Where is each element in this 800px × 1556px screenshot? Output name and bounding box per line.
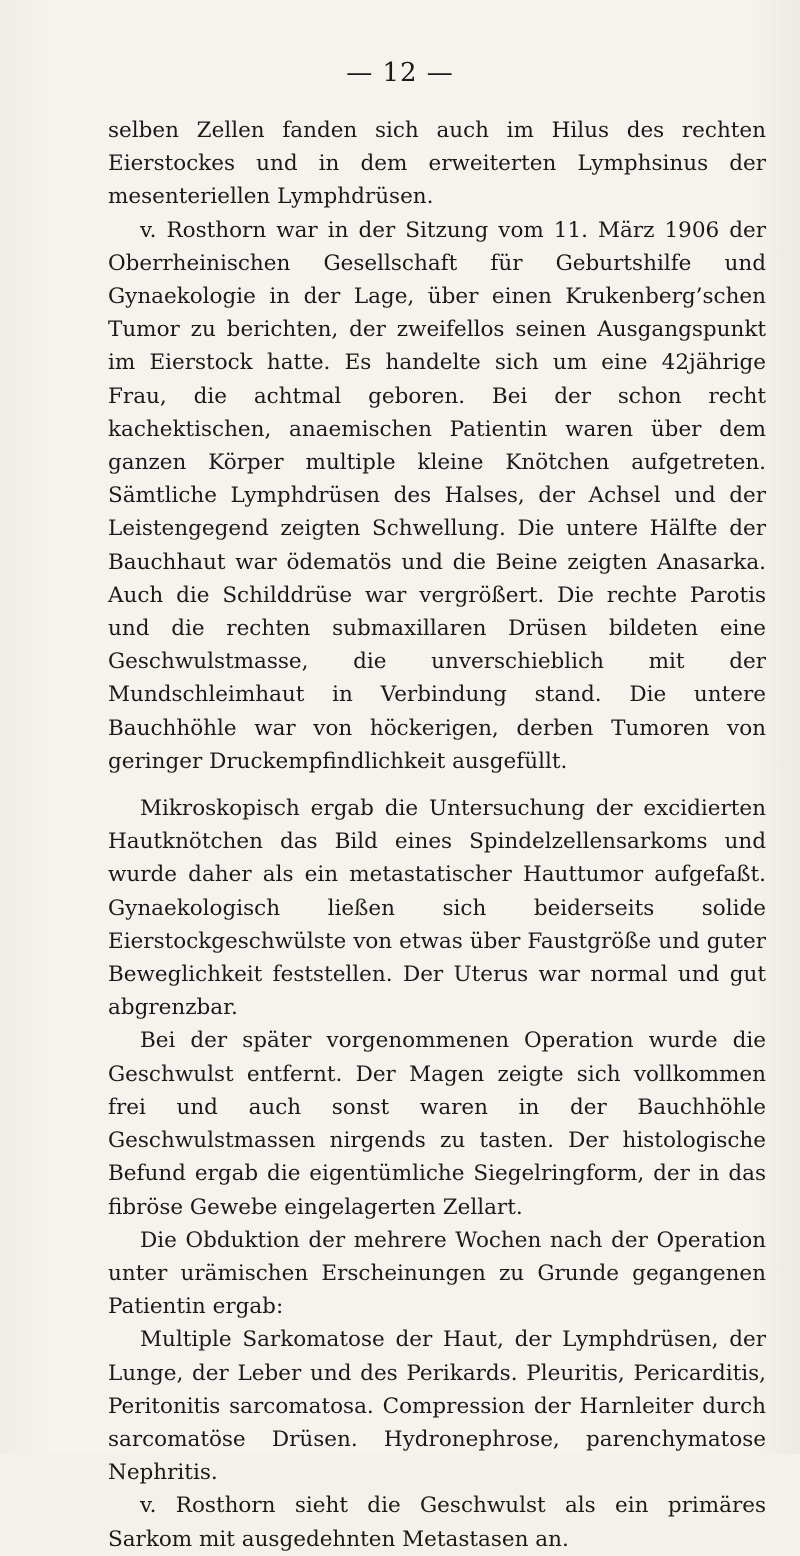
paragraph-1: selben Zellen fanden sich auch im Hilus des rechten Eierstockes und in dem erweiterten Lymphsinus der mesenteriellen Lymphdrüsen.	[108, 118, 766, 210]
paragraph-2: v. Rosthorn war in der Sitzung vom 11. März 1906 der Oberrheinischen Gesellschaft für Geburtshilfe und Gynaekologie in der Lage, über einen Krukenberg’schen Tumor zu berichten, der zweifellos seinen Ausgangspunkt im Eierstock hatte. Es handelte sich um eine 42jährige Frau, die achtmal geboren. Bei der schon recht kachektischen, anaemischen Patientin waren über dem ganzen Körper multiple kleine Knötchen aufgetreten. Sämtliche Lymphdrüsen des Halses, der Achsel und der Leistengegend zeigten Schwellung. Die untere Hälfte der Bauchhaut war ödematös und die Beine zeigten Anasarka. Auch die Schilddrüse war vergrößert. Die rechte Parotis und die rechten submaxillaren Drüsen bildeten eine Geschwulstmasse, die unverschieblich mit der Mundschleimhaut in Verbindung stand. Die untere Bauchhöhle war von höckerigen, derben Tumoren von geringer Druckempfindlichkeit ausgefüllt.	[108, 217, 766, 774]
page-number: — 12 —	[346, 58, 454, 88]
paragraph-4: Bei der später vorgenommenen Operation wurde die Geschwulst entfernt. Der Magen zeigte sich vollkommen frei und auch sonst waren in der Bauchhöhle Geschwulstmassen nirgends zu tasten. Der histologische Befund ergab die eigentümliche Siegelringform, der in das fibröse Gewebe eingelagerten Zellart.	[108, 1028, 766, 1220]
paragraph-6: Multiple Sarkomatose der Haut, der Lymphdrüsen, der Lunge, der Leber und des Perikards. Pleuritis, Pericarditis, Peritonitis sarcomatosa. Compression der Harnleiter durch sarcomatöse Drüsen. Hydronephrose, parenchymatose Nephritis.	[108, 1327, 766, 1486]
body-text	[108, 114, 766, 1556]
paragraph-5: Die Obduktion der mehrere Wochen nach der Operation unter urämischen Erscheinungen zu Grunde gegangenen Patientin ergab:	[108, 1227, 766, 1320]
paragraph-3: Mikroskopisch ergab die Untersuchung der excidierten Hautknötchen das Bild eines Spindelzellensarkoms und wurde daher als ein metastatischer Hauttumor aufgefaßt. Gynaekologisch ließen sich beiderseits solide Eierstockgeschwülste von etwas über Faustgröße und guter Beweglichkeit feststellen. Der Uterus war normal und gut abgrenzbar.	[108, 796, 766, 1021]
paragraph-7: v. Rosthorn sieht die Geschwulst als ein primäres Sarkom mit ausgedehnten Metastasen an.	[108, 1493, 766, 1552]
